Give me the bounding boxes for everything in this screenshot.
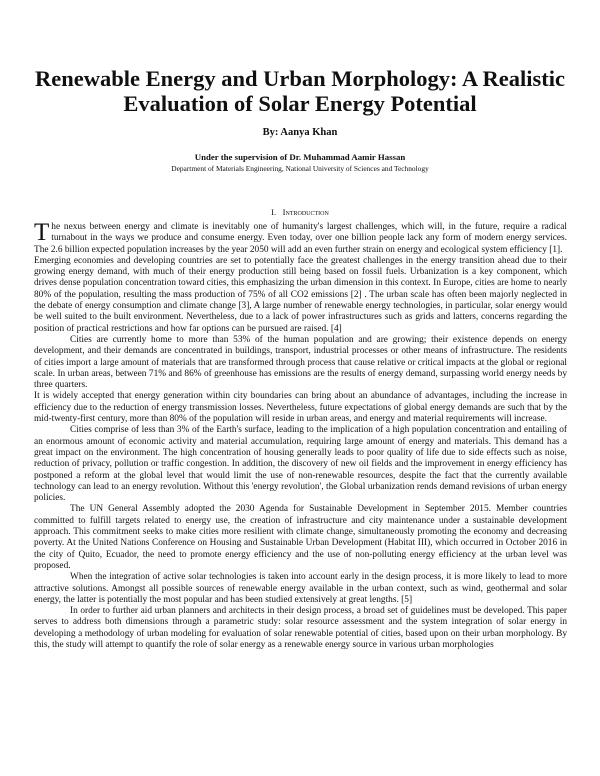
- paragraph-7: When the integration of active solar technologies is taken into account early in the design process, it is more likely to lead to more attractive solutions. Amongst all possible sources of renewable energy available in the urban context, such as wind, geothermal and solar energy, the latter is potentially the most popular and has been studied extensively at great lengths. [5]: [34, 572, 567, 605]
- section-number: I.: [271, 207, 277, 217]
- drop-cap: T: [34, 219, 50, 246]
- paragraph-1: [34, 219, 567, 256]
- department: Department of Materials Engineering, National University of Sciences and Technology: [171, 164, 429, 173]
- paragraph-6: The UN General Assembly adopted the 2030 Agenda for Sustainable Development in September 2015. Member countries committed to fulfill targets related to energy use, the creation of infrastructure and city maintenance under a sustainable development approach. This commitment seeks to make cities more resilient with climate change, simultaneously promoting the economy and decreasing poverty. At the United Nations Conference on Housing and Sustainable Urban Development (Habitat III), which occurred in October 2016 in the city of Quito, Ecuador, the need to promote energy efficiency and the use of non-polluting energy efficiency at the urban level was proposed.: [34, 504, 567, 571]
- paragraph-1-text: he nexus between energy and climate is inevitably one of humanity's largest challenges, which will, in the future, require a radical turnabout in the ways we produce and consume energy. Even today, over one billion people lack any form of modern energy services. The 2.6 billion expected population increases by the year 2050 will add an even further strain on energy and ecological system efficiency [1].: [34, 222, 567, 255]
- paragraph-8: In order to further aid urban planners and architects in their design process, a broad set of guidelines must be developed. This paper serves to address both dimensions through a parametric study: solar resource assessment and the system integration of solar energy in developing a methodology of urban modeling for evaluation of solar renewable potential of cities, based upon on their urban morphology. By this, the study will attempt to quantify the role of solar energy as a renewable energy source in various urban morphologies: [34, 606, 567, 650]
- author: By: Aanya Khan: [262, 127, 338, 138]
- paragraph-3: Cities are currently home to more than 53% of the human population and are growing; their existence depends on energy development, and their demands are concentrated in buildings, transport, industrial processes or other means of infrastructure. The residents of cities import a large amount of materials that are transformed through process that cause relative or critical impacts at the global or regional scale. In urban areas, between 71% and 86% of greenhouse has emissions are the results of energy demand, surpassing world energy needs by three quarters.: [34, 334, 567, 391]
- paper-title: [0, 66, 600, 116]
- paragraph-4: It is widely accepted that energy generation within city boundaries can bring about an abundance of advantages, including the increase in efficiency due to the reduction of energy transmission losses. Nevertheless, future expectations of global energy demands are such that by the mid-twenty-first century, more than 80% of the population will reside in urban areas, and energy and material requirements will increase.: [34, 391, 567, 425]
- section-title: Introduction: [282, 207, 329, 217]
- body-text: [34, 219, 567, 651]
- title-line-2: Evaluation of Solar Energy Potential: [123, 91, 477, 116]
- title-line-1: Renewable Energy and Urban Morphology: A Realistic: [34, 66, 565, 91]
- paragraph-5: Cities comprise of less than 3% of the Earth's surface, leading to the implication of a high population concentration and entailing of an enormous amount of economic activity and material accumulation, requiring large amount of energy and materials. This demand has a great impact on the environment. The high concentration of housing generally leads to poor quality of life due to side effects such as noise, reduction of privacy, pollution or traffic congestion. In addition, the discovery of new oil fields and the improvement in energy efficiency has postponed a reform at the global level that would limit the use of non-renewable resources, despite the fact that the currently available technology can lead to an energy revolution. Without this 'energy revolution', the Global urbanization rends demand revisions of urban energy policies.: [34, 425, 567, 504]
- section-heading: [0, 207, 600, 217]
- supervision: Under the supervision of Dr. Muhammad Aamir Hassan: [194, 152, 406, 162]
- paragraph-2: Emerging economies and developing countries are set to potentially face the greatest challenges in the energy transition ahead due to their growing energy demand, with much of their energy production still being based on fossil fuels. Urbanization is a key component, which drives dense population concentration toward cities, this emphasizing the urban dimension in this context. In Europe, cities are home to nearly 80% of the population, resulting the mass production of 75% of all CO2 emissions [2] . The urban scale has often been majorly neglected in the debate of energy consumption and climate change [3], A large number of renewable energy technologies, in particular, solar energy would be well suited to the built environment. Nevertheless, due to a lack of power infrastructures such as grids and latters, concerns regarding the position of practical restrictions and how far options can be pursued are raised. [4]: [34, 255, 567, 334]
